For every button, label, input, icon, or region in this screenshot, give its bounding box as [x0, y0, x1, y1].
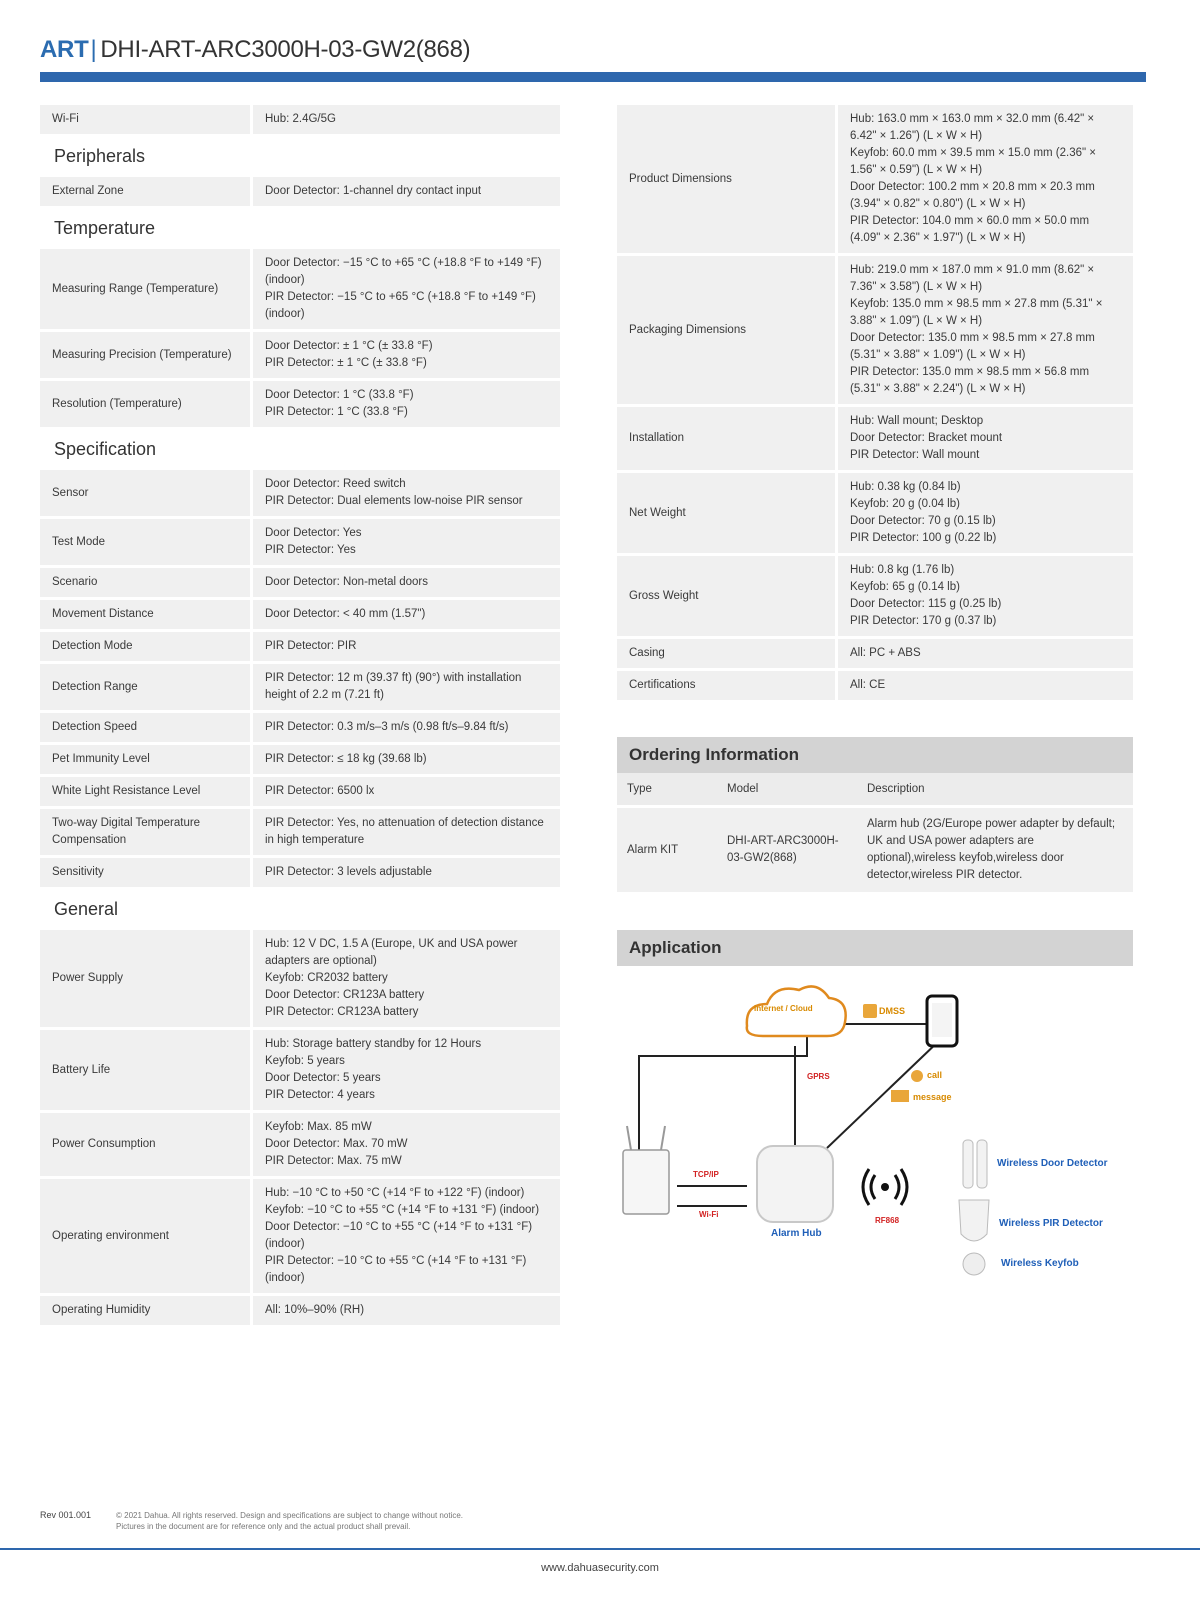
section-title-peripherals: Peripherals — [54, 146, 146, 166]
ordering-header-model: Model — [717, 773, 857, 807]
keyfob-icon — [963, 1253, 985, 1275]
spec-table-specification — [40, 467, 560, 890]
spec-key: Power Supply — [40, 930, 253, 1027]
spec-key: Casing — [617, 639, 838, 668]
ordering-type: Alarm KIT — [617, 807, 717, 893]
spec-row — [40, 632, 560, 661]
spec-row — [617, 256, 1133, 404]
spec-key: Sensitivity — [40, 858, 253, 887]
footer-rule — [0, 1548, 1200, 1550]
spec-row — [40, 177, 560, 206]
alarm-hub-icon — [757, 1146, 833, 1222]
spec-line: Door Detector: CR123A battery — [265, 989, 425, 1001]
spec-row — [40, 713, 560, 742]
spec-line: PIR Detector: 100 g (0.22 lb) — [850, 532, 997, 544]
spec-table-physical — [617, 102, 1133, 703]
spec-line: Door Detector: Yes — [265, 527, 362, 539]
spec-value: PIR Detector: 6500 lx — [253, 777, 560, 806]
spec-line: PIR Detector: ± 1 °C (± 33.8 °F) — [265, 357, 427, 369]
spec-line: Keyfob: −10 °C to +55 °C (+14 °F to +131 °F) (indoor) — [265, 1204, 540, 1216]
ordering-model: DHI-ART-ARC3000H-03-GW2(868) — [717, 807, 857, 893]
spec-value — [253, 1179, 560, 1293]
spec-row — [40, 745, 560, 774]
spec-row — [617, 639, 1133, 668]
spec-row — [40, 1113, 560, 1176]
message-icon — [891, 1090, 909, 1102]
spec-key: Measuring Range (Temperature) — [40, 249, 253, 329]
spec-key: Test Mode — [40, 519, 253, 565]
spec-row — [40, 332, 560, 378]
spec-row — [617, 473, 1133, 553]
spec-row — [617, 556, 1133, 636]
spec-key: Certifications — [617, 671, 838, 700]
spec-value — [253, 1113, 560, 1176]
copyright-notice — [116, 1510, 556, 1532]
call-label: call — [927, 1070, 943, 1080]
spec-table-general — [40, 927, 560, 1328]
brand-name: ART — [40, 36, 89, 63]
spec-value — [253, 930, 560, 1027]
spec-line: Hub: 0.38 kg (0.84 lb) — [850, 481, 961, 493]
spec-row — [617, 407, 1133, 470]
rf-signal-icon — [881, 1183, 889, 1191]
spec-key: Battery Life — [40, 1030, 253, 1110]
spec-key: Operating Humidity — [40, 1296, 253, 1325]
application-title: Application — [617, 930, 1133, 966]
application-diagram-graphic — [617, 966, 1133, 1296]
spec-line: Hub: 0.8 kg (1.76 lb) — [850, 564, 955, 576]
router-antenna-icon — [627, 1126, 631, 1150]
spec-key: Resolution (Temperature) — [40, 381, 253, 427]
pir-detector-icon — [959, 1200, 989, 1241]
spec-line: PIR Detector: 135.0 mm × 98.5 mm × 56.8 mm (5.31" × 3.88" × 2.24") (L × W × H) — [850, 366, 1090, 395]
gprs-label: GPRS — [807, 1072, 830, 1081]
ordering-header-row — [617, 773, 1133, 807]
cloud-label: Internet / Cloud — [754, 1004, 813, 1013]
spec-value — [253, 519, 560, 565]
spec-value: All: 10%–90% (RH) — [253, 1296, 560, 1325]
spec-key: Two-way Digital Temperature Compensation — [40, 809, 253, 855]
spec-key: Detection Mode — [40, 632, 253, 661]
spec-line: PIR Detector: 104.0 mm × 60.0 mm × 50.0 mm (4.09" × 2.36" × 1.97") (L × W × H) — [850, 215, 1090, 244]
spec-row — [617, 671, 1133, 700]
spec-row — [617, 105, 1133, 253]
spec-value: PIR Detector: 0.3 m/s–3 m/s (0.98 ft/s–9.84 ft/s) — [253, 713, 560, 742]
spec-row — [40, 600, 560, 629]
spec-line: PIR Detector: 1 °C (33.8 °F) — [265, 406, 408, 418]
spec-row — [40, 470, 560, 516]
spec-table-network — [40, 102, 560, 137]
section-title-specification: Specification — [54, 439, 157, 459]
spec-value — [253, 249, 560, 329]
spec-line: Door Detector: 70 g (0.15 lb) — [850, 515, 996, 527]
spec-row — [40, 519, 560, 565]
spec-line: Door Detector: −10 °C to +55 °C (+14 °F to +131 °F) (indoor) — [265, 1221, 533, 1250]
spec-line: Keyfob: 5 years — [265, 1055, 345, 1067]
spec-key: Movement Distance — [40, 600, 253, 629]
rf-label: RF868 — [875, 1216, 900, 1225]
spec-line: Keyfob: 60.0 mm × 39.5 mm × 15.0 mm (2.36" × 1.56" × 0.59") (L × W × H) — [850, 147, 1097, 176]
spec-table-temperature — [40, 246, 560, 430]
spec-row — [40, 568, 560, 597]
spec-line: Hub: 219.0 mm × 187.0 mm × 91.0 mm (8.62" × 7.36" × 3.58") (L × W × H) — [850, 264, 1095, 293]
spec-line: Door Detector: Bracket mount — [850, 432, 1003, 444]
ordering-table — [617, 773, 1133, 892]
spec-value — [838, 105, 1133, 253]
spec-line: Hub: Storage battery standby for 12 Hours — [265, 1038, 482, 1050]
spec-row — [40, 1030, 560, 1110]
spec-line: Door Detector: 1 °C (33.8 °F) — [265, 389, 414, 401]
spec-line: Keyfob: 65 g (0.14 lb) — [850, 581, 960, 593]
copyright-line: © 2021 Dahua. All rights reserved. Design and specifications are subject to change without notice. — [116, 1511, 463, 1520]
spec-value — [253, 470, 560, 516]
right-spec-column — [617, 102, 1133, 1296]
spec-key: Wi-Fi — [40, 105, 253, 134]
spec-row — [40, 249, 560, 329]
wifi-label: Wi-Fi — [699, 1210, 719, 1219]
door-detector-icon — [963, 1140, 973, 1188]
spec-line: Door Detector: 5 years — [265, 1072, 381, 1084]
spec-value — [253, 1030, 560, 1110]
spec-line: Keyfob: CR2032 battery — [265, 972, 388, 984]
spec-key: Gross Weight — [617, 556, 838, 636]
spec-value: Door Detector: < 40 mm (1.57") — [253, 600, 560, 629]
spec-line: Door Detector: 115 g (0.25 lb) — [850, 598, 1002, 610]
router-icon — [623, 1150, 669, 1214]
spec-key: Operating environment — [40, 1179, 253, 1293]
spec-table-peripherals — [40, 174, 560, 209]
message-label: message — [913, 1092, 952, 1102]
door-magnet-icon — [977, 1140, 987, 1188]
spec-key: Net Weight — [617, 473, 838, 553]
spec-key: Pet Immunity Level — [40, 745, 253, 774]
smartphone-screen-icon — [932, 1003, 952, 1037]
spec-row — [40, 809, 560, 855]
spec-line: Hub: −10 °C to +50 °C (+14 °F to +122 °F) (indoor) — [265, 1187, 525, 1199]
spec-value — [838, 256, 1133, 404]
spec-line: Door Detector: Reed switch — [265, 478, 406, 490]
spec-key: White Light Resistance Level — [40, 777, 253, 806]
spec-value: PIR Detector: Yes, no attenuation of detection distance in high temperature — [253, 809, 560, 855]
document-title — [40, 36, 470, 64]
spec-key: Installation — [617, 407, 838, 470]
spec-key: Power Consumption — [40, 1113, 253, 1176]
website-url: www.dahuasecurity.com — [541, 1562, 659, 1574]
spec-line: PIR Detector: Max. 75 mW — [265, 1155, 402, 1167]
spec-value: Hub: 2.4G/5G — [253, 105, 560, 134]
dmss-label: DMSS — [879, 1006, 906, 1016]
keyfob-label: Wireless Keyfob — [1001, 1258, 1079, 1269]
spec-line: Hub: 12 V DC, 1.5 A (Europe, UK and USA power adapters are optional) — [265, 938, 518, 967]
application-diagram — [617, 966, 1133, 1296]
spec-line: PIR Detector: −10 °C to +55 °C (+14 °F to +131 °F) (indoor) — [265, 1255, 527, 1284]
spec-line: Keyfob: Max. 85 mW — [265, 1121, 372, 1133]
section-title-temperature: Temperature — [54, 218, 156, 238]
dmss-app-icon — [863, 1004, 877, 1018]
spec-value: PIR Detector: 3 levels adjustable — [253, 858, 560, 887]
tcpip-label: TCP/IP — [693, 1170, 719, 1179]
spec-line: Keyfob: 20 g (0.04 lb) — [850, 498, 960, 510]
spec-row — [40, 105, 560, 134]
spec-key: Detection Speed — [40, 713, 253, 742]
spec-line: PIR Detector: 4 years — [265, 1089, 375, 1101]
spec-value: All: PC + ABS — [838, 639, 1133, 668]
ordering-row — [617, 807, 1133, 893]
spec-line: PIR Detector: CR123A battery — [265, 1006, 419, 1018]
spec-key: Sensor — [40, 470, 253, 516]
spec-key: Product Dimensions — [617, 105, 838, 253]
spec-line: Door Detector: ± 1 °C (± 33.8 °F) — [265, 340, 433, 352]
spec-row — [40, 664, 560, 710]
spec-value: PIR Detector: PIR — [253, 632, 560, 661]
spec-row — [40, 381, 560, 427]
spec-row — [40, 777, 560, 806]
spec-value — [253, 381, 560, 427]
spec-line: Door Detector: Max. 70 mW — [265, 1138, 408, 1150]
spec-value — [838, 473, 1133, 553]
spec-key: Detection Range — [40, 664, 253, 710]
spec-line: Hub: Wall mount; Desktop — [850, 415, 984, 427]
spec-line: PIR Detector: Yes — [265, 544, 356, 556]
ordering-header-description: Description — [857, 773, 1133, 807]
header-rule — [40, 72, 1146, 82]
copyright-line: Pictures in the document are for reference only and the actual product shall prevail. — [116, 1522, 411, 1531]
section-title-general: General — [54, 899, 119, 919]
spec-value — [838, 556, 1133, 636]
left-spec-column — [40, 102, 560, 1328]
spec-value — [838, 407, 1133, 470]
spec-line: PIR Detector: −15 °C to +65 °C (+18.8 °F to +149 °F) (indoor) — [265, 291, 536, 320]
spec-key: External Zone — [40, 177, 253, 206]
title-separator: | — [90, 36, 97, 63]
spec-line: PIR Detector: 170 g (0.37 lb) — [850, 615, 997, 627]
revision-number: Rev 001.001 — [40, 1510, 92, 1520]
spec-value: Door Detector: Non-metal doors — [253, 568, 560, 597]
door-detector-label: Wireless Door Detector — [997, 1158, 1108, 1169]
spec-line: Hub: 163.0 mm × 163.0 mm × 32.0 mm (6.42" × 6.42" × 1.26") (L × W × H) — [850, 113, 1095, 142]
spec-value: Door Detector: 1-channel dry contact input — [253, 177, 560, 206]
spec-row — [40, 858, 560, 887]
spec-line: Door Detector: 100.2 mm × 20.8 mm × 20.3 mm (3.94" × 0.82" × 0.80") (L × W × H) — [850, 181, 1095, 210]
spec-key: Measuring Precision (Temperature) — [40, 332, 253, 378]
spec-row — [40, 1296, 560, 1325]
spec-value: PIR Detector: 12 m (39.37 ft) (90°) with installation height of 2.2 m (7.21 ft) — [253, 664, 560, 710]
pir-detector-label: Wireless PIR Detector — [999, 1218, 1103, 1229]
spec-key: Scenario — [40, 568, 253, 597]
spec-line: Keyfob: 135.0 mm × 98.5 mm × 27.8 mm (5.31" × 3.88" × 1.09") (L × W × H) — [850, 298, 1103, 327]
router-antenna-icon — [661, 1126, 665, 1150]
spec-row — [40, 1179, 560, 1293]
spec-value: All: CE — [838, 671, 1133, 700]
spec-row — [40, 930, 560, 1027]
call-icon — [911, 1070, 923, 1082]
ordering-description: Alarm hub (2G/Europe power adapter by default; UK and USA power adapters are optional),wireless keyfob,wireless door detector,wireless PIR detector. — [857, 807, 1133, 893]
spec-value — [253, 332, 560, 378]
spec-line: PIR Detector: Dual elements low-noise PIR sensor — [265, 495, 523, 507]
ordering-header-type: Type — [617, 773, 717, 807]
spec-value: PIR Detector: ≤ 18 kg (39.68 lb) — [253, 745, 560, 774]
spec-line: Door Detector: 135.0 mm × 98.5 mm × 27.8 mm (5.31" × 3.88" × 1.09") (L × W × H) — [850, 332, 1095, 361]
alarm-hub-label: Alarm Hub — [771, 1228, 822, 1239]
model-number: DHI-ART-ARC3000H-03-GW2(868) — [100, 36, 471, 63]
spec-key: Packaging Dimensions — [617, 256, 838, 404]
spec-line: Door Detector: −15 °C to +65 °C (+18.8 °F to +149 °F) (indoor) — [265, 257, 542, 286]
ordering-info-title: Ordering Information — [617, 737, 1133, 773]
spec-line: PIR Detector: Wall mount — [850, 449, 980, 461]
